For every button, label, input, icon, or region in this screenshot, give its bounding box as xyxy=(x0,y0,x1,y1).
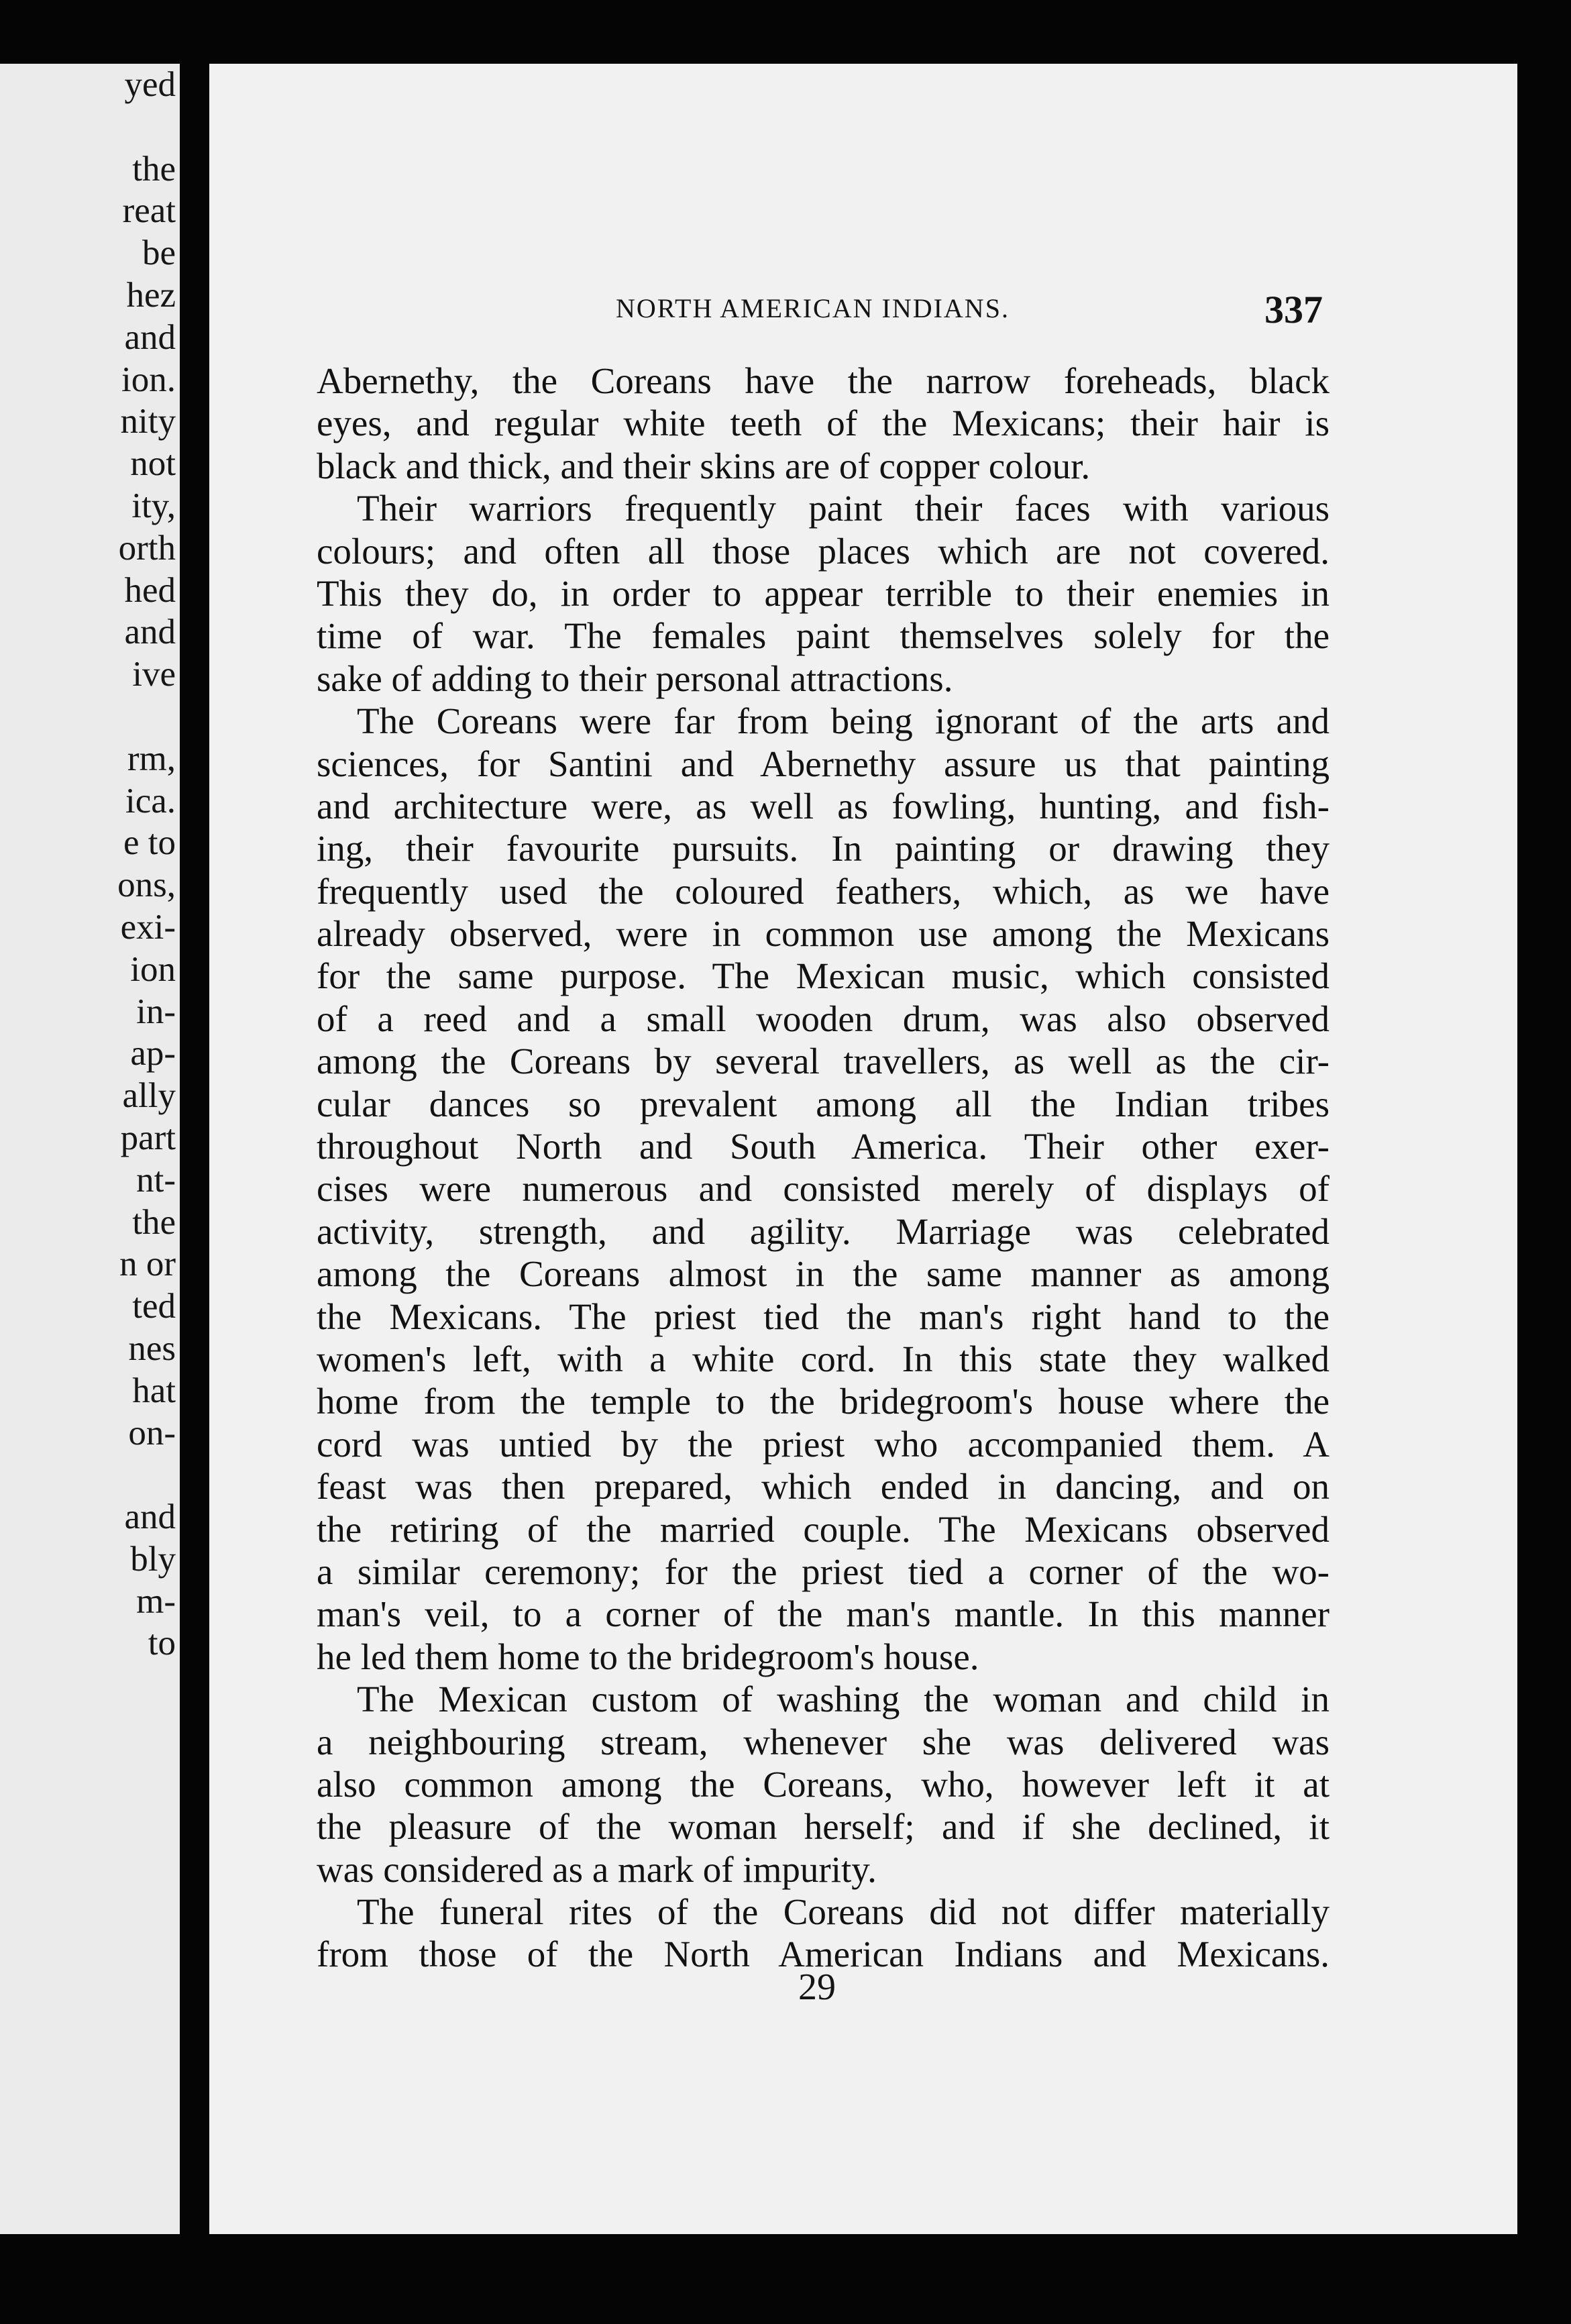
text-line: among the Coreans almost in the same manner as among xyxy=(317,1253,1330,1295)
text-line: The Coreans were far from being ignorant of the arts and xyxy=(357,700,1330,742)
text-line: was considered as a mark of impurity. xyxy=(317,1848,877,1890)
text-line: women's left, with a white cord. In this state they walked xyxy=(317,1338,1330,1379)
left-page-fragment xyxy=(0,696,176,738)
left-page-fragment: not xyxy=(130,444,176,484)
text-line: throughout North and South America. Their other exer- xyxy=(317,1126,1330,1167)
text-line: the Mexicans. The priest tied the man's right hand to the xyxy=(317,1296,1330,1337)
text-line: sciences, for Santini and Abernethy assure us that painting xyxy=(317,743,1330,784)
left-page-fragment: ive xyxy=(132,655,176,694)
left-page-fragment: ity, xyxy=(131,486,176,525)
left-page-fragment: ica. xyxy=(125,781,176,821)
running-head-title: NORTH AMERICAN INDIANS. xyxy=(616,293,1010,323)
left-page-fragment: nity xyxy=(120,402,176,441)
left-page-fragment: yed xyxy=(124,65,176,104)
left-page-fragment: n or xyxy=(119,1245,176,1284)
text-line: sake of adding to their personal attractions. xyxy=(317,657,953,699)
text-line: The funeral rites of the Coreans did not differ materially xyxy=(357,1891,1330,1933)
left-page-fragment: part xyxy=(120,1118,176,1157)
left-page-fragment: ion. xyxy=(121,360,176,399)
text-line: home from the temple to the bridegroom's house where the xyxy=(317,1381,1330,1422)
left-page-fragment: hez xyxy=(126,275,176,315)
left-page-fragment: exi- xyxy=(120,907,176,947)
left-page-fragment: ally xyxy=(122,1076,176,1116)
book-gutter xyxy=(180,0,209,2324)
text-line: cises were numerous and consisted merely of displays of xyxy=(317,1168,1330,1210)
signature-mark: 29 xyxy=(798,1966,836,2008)
left-page-fragment: orth xyxy=(118,528,176,568)
right-scan-border xyxy=(1517,0,1571,2324)
text-line: a neighbouring stream, whenever she was delivered was xyxy=(317,1721,1330,1762)
left-page-fragment: hed xyxy=(124,570,176,610)
text-line: This they do, in order to appear terrible to their enemies in xyxy=(317,572,1330,614)
text-line: among the Coreans by several travellers, as well as the cir- xyxy=(317,1041,1330,1082)
left-page-fragment: m- xyxy=(136,1581,176,1621)
text-line: The Mexican custom of washing the woman and child in xyxy=(357,1679,1330,1720)
text-line: Their warriors frequently paint their faces with various xyxy=(357,488,1330,529)
left-page-fragment: rm, xyxy=(127,739,176,778)
text-line: feast was then prepared, which ended in dancing, and on xyxy=(317,1466,1330,1508)
left-page-fragment: the xyxy=(132,1202,176,1242)
page-number: 337 xyxy=(1264,288,1323,331)
left-page-fragment: and xyxy=(124,1497,176,1537)
left-page-fragment: ap- xyxy=(130,1034,176,1073)
left-page-fragment: and xyxy=(124,613,176,652)
text-line: the pleasure of the woman herself; and if she declined, it xyxy=(317,1806,1330,1848)
left-page-text-fragments xyxy=(0,64,176,1665)
body-text xyxy=(317,360,1330,1976)
text-line: also common among the Coreans, who, however left it at xyxy=(317,1763,1330,1805)
text-line: activity, strength, and agility. Marriage was celebrated xyxy=(317,1210,1330,1252)
left-page-fragment xyxy=(0,1454,176,1496)
running-head xyxy=(530,227,1323,331)
left-page-fragment: hat xyxy=(132,1371,176,1410)
text-line: he led them home to the bridegroom's house. xyxy=(317,1636,979,1677)
text-line: already observed, were in common use among the Mexicans xyxy=(317,913,1330,955)
left-page-fragment: in- xyxy=(136,992,176,1031)
text-line: black and thick, and their skins are of copper colour. xyxy=(317,445,1091,486)
text-line: of a reed and a small wooden drum, was also observed xyxy=(317,998,1330,1039)
left-page-fragment: e to xyxy=(123,823,176,863)
left-page-fragment: nt- xyxy=(136,1160,176,1200)
text-line: for the same purpose. The Mexican music, which consisted xyxy=(317,955,1330,997)
left-page-fragment: ted xyxy=(132,1287,176,1326)
left-page-fragment: and xyxy=(124,317,176,357)
left-page-fragment: bly xyxy=(130,1539,176,1579)
text-line: man's veil, to a corner of the man's mantle. In this manner xyxy=(317,1593,1330,1635)
text-line: frequently used the coloured feathers, which, as we have xyxy=(317,870,1330,912)
text-line: cord was untied by the priest who accompanied them. A xyxy=(317,1423,1330,1465)
left-page-fragment: on- xyxy=(128,1413,176,1452)
left-page-fragment: ons, xyxy=(117,865,176,905)
text-line: colours; and often all those places which are not covered. xyxy=(317,530,1330,572)
left-page-fragment: ion xyxy=(130,949,176,989)
text-line: eyes, and regular white teeth of the Mexicans; their hair is xyxy=(317,403,1330,444)
left-page-fragment: reat xyxy=(122,191,176,231)
left-page-fragment: be xyxy=(142,233,176,273)
text-line: Abernethy, the Coreans have the narrow foreheads, black xyxy=(317,360,1330,401)
text-line: cular dances so prevalent among all the Indian tribes xyxy=(317,1083,1330,1124)
left-page-edge xyxy=(0,64,180,2234)
text-line: the retiring of the married couple. The Mexicans observed xyxy=(317,1508,1330,1550)
text-line: from those of the North American Indians and Mexicans. xyxy=(317,1934,1330,1975)
left-page-fragment: the xyxy=(132,149,176,189)
left-page-fragment xyxy=(0,106,176,148)
text-line: ing, their favourite pursuits. In painting or drawing they xyxy=(317,828,1330,869)
text-line: and architecture were, as well as fowling, hunting, and fish- xyxy=(317,785,1330,827)
left-page-fragment: nes xyxy=(128,1328,176,1368)
text-line: a similar ceremony; for the priest tied a corner of the wo- xyxy=(317,1550,1330,1592)
text-line: time of war. The females paint themselves solely for the xyxy=(317,615,1330,657)
left-page-fragment: to xyxy=(148,1624,176,1663)
